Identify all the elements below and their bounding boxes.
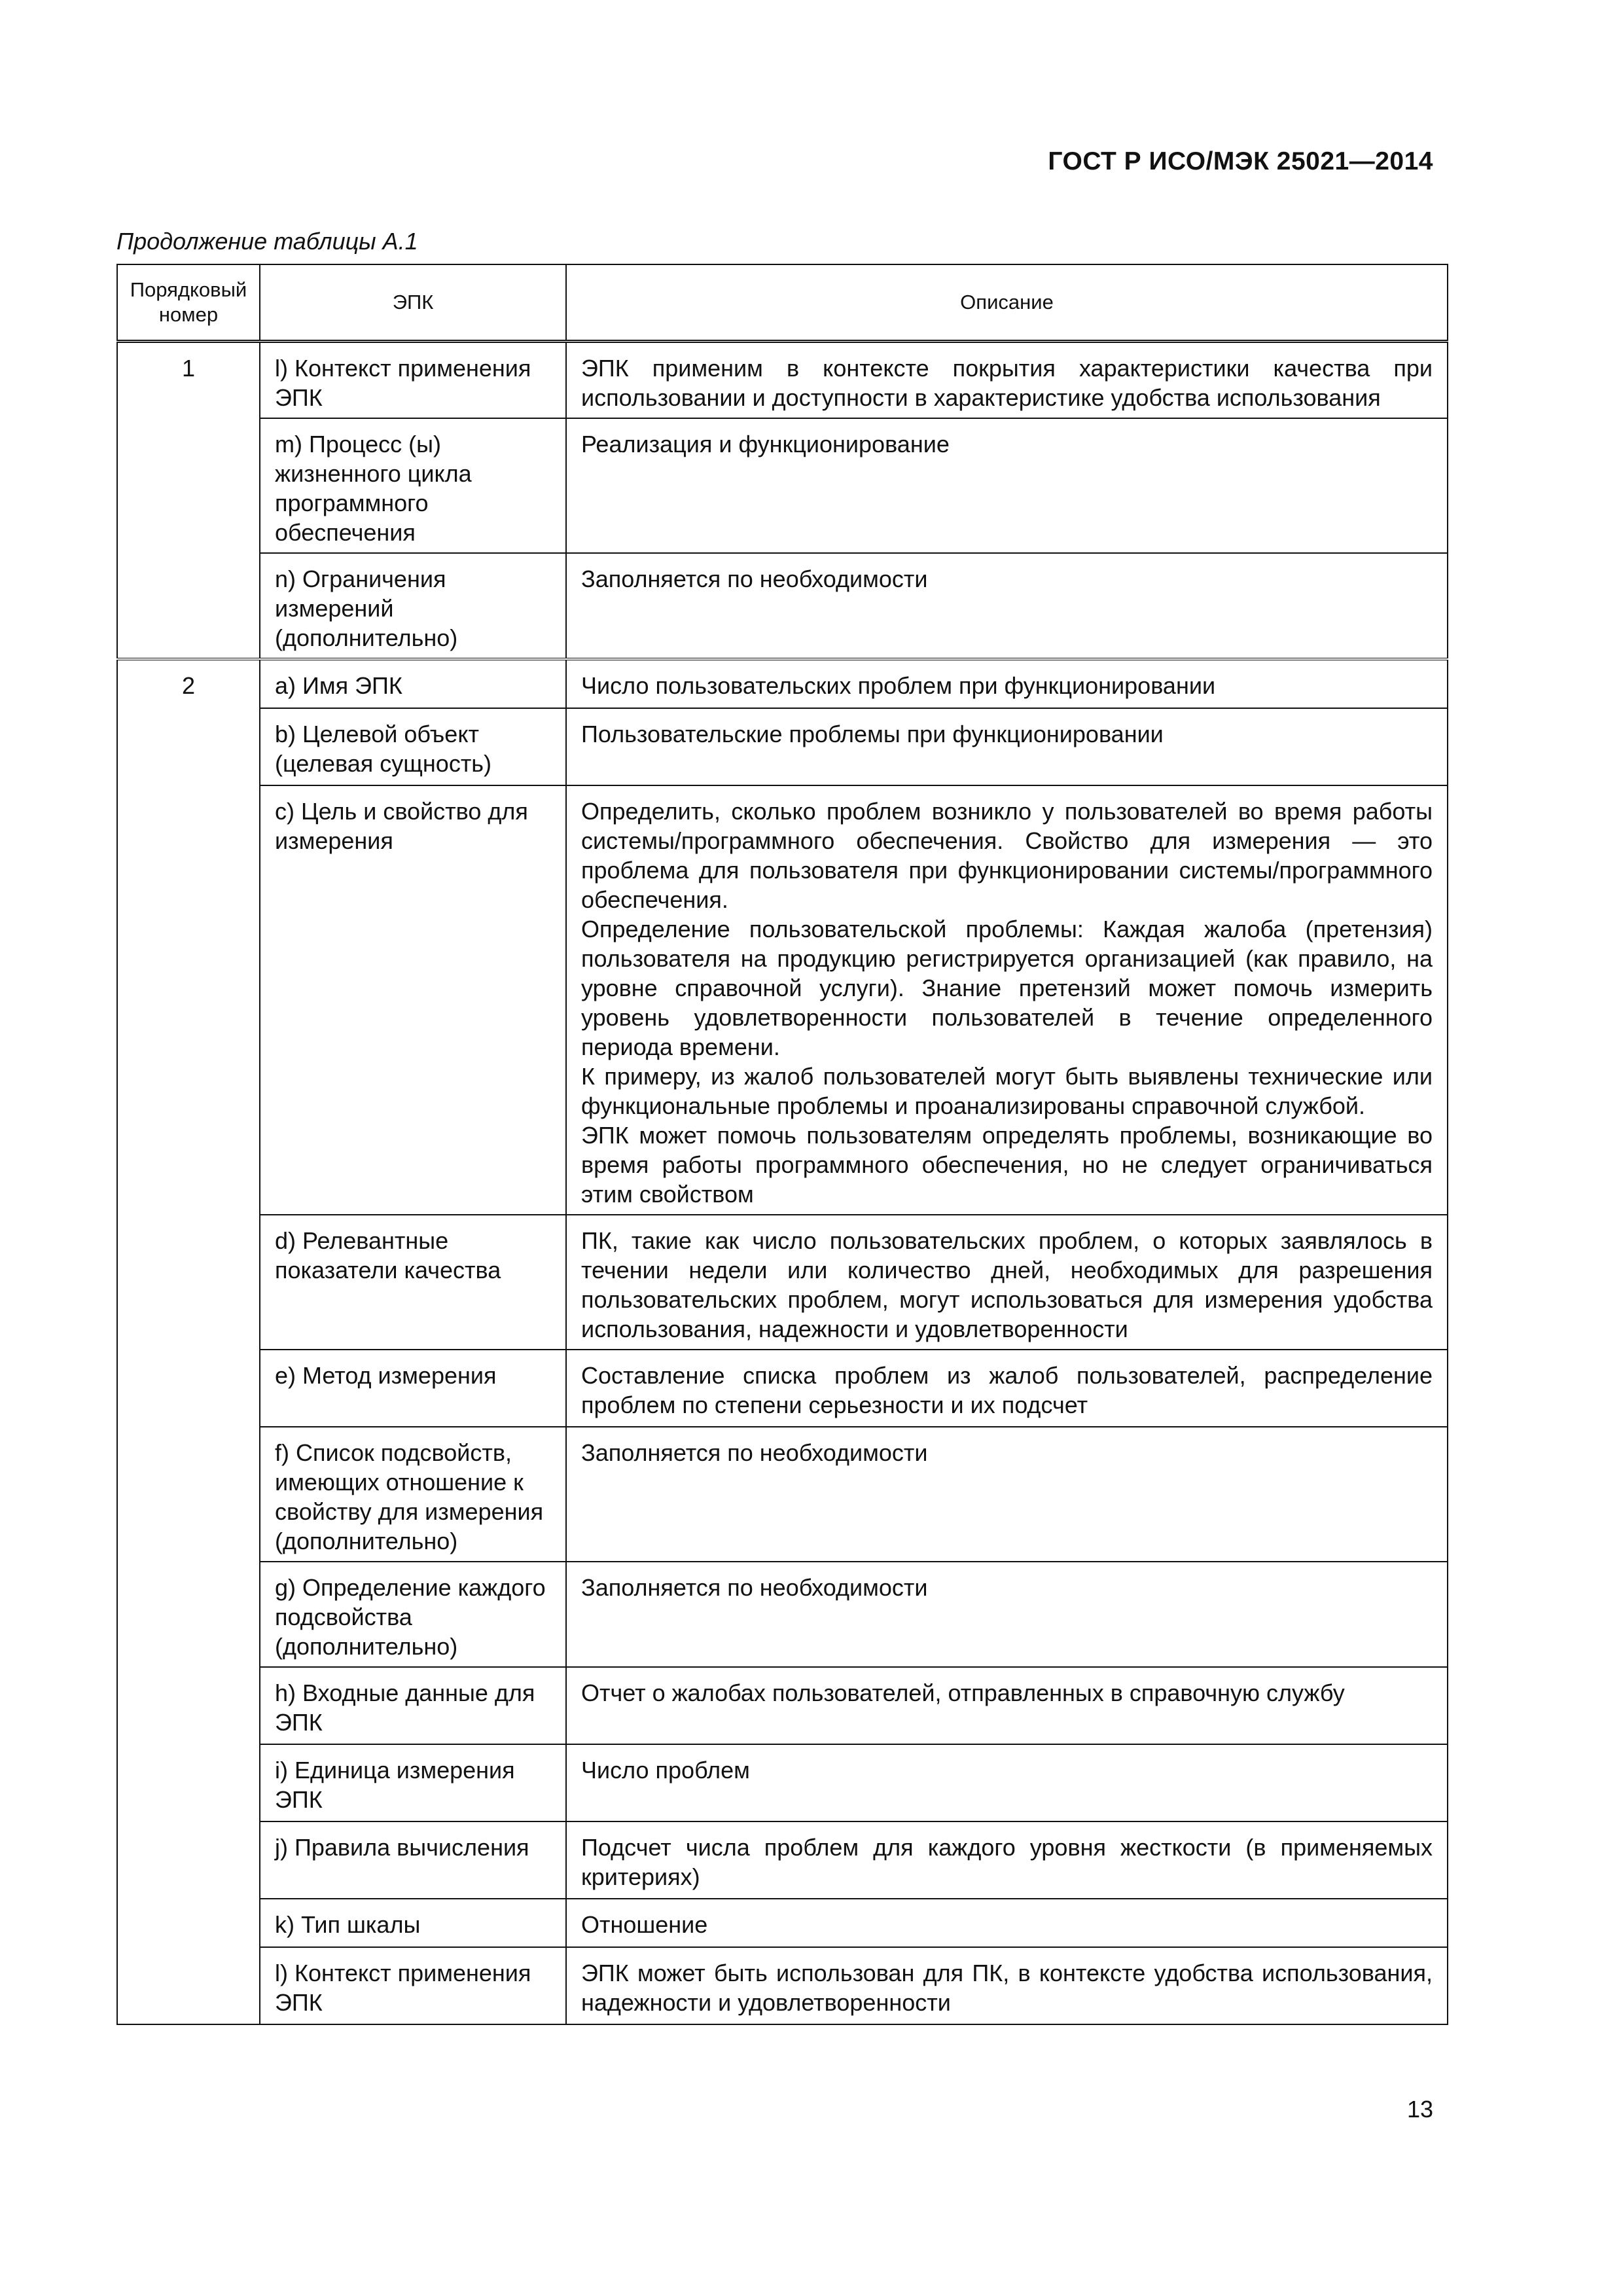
column-header-epk: ЭПК xyxy=(260,264,566,342)
description-line: Число проблем xyxy=(581,1757,750,1784)
description-line: Число пользовательских проблем при функционировании xyxy=(581,672,1216,699)
epk-cell: i) Единица измерения ЭПК xyxy=(260,1744,566,1821)
description-line: ПК, такие как число пользовательских проблем, о которых заявлялось в течении недели или количество дней, необходимых для разрешения пользовательских проблем, могут использоваться для измерения удобства использования, надежности и удовлетворенности xyxy=(581,1227,1433,1342)
table-row xyxy=(117,1667,1448,1744)
epk-cell: c) Цель и свойство для измерения xyxy=(260,785,566,1215)
row-number-cell: 1 xyxy=(117,342,260,660)
description-cell xyxy=(566,1899,1448,1947)
table-row xyxy=(117,1821,1448,1899)
table-row xyxy=(117,418,1448,553)
epk-cell: d) Релевантные показатели качества xyxy=(260,1215,566,1350)
description-line: Подсчет числа проблем для каждого уровня жесткости (в применяемых критериях) xyxy=(581,1834,1433,1890)
table-row xyxy=(117,1350,1448,1427)
table-row xyxy=(117,708,1448,785)
table-row xyxy=(117,1947,1448,2024)
table-row xyxy=(117,553,1448,659)
table-row xyxy=(117,1899,1448,1947)
epk-cell: g) Определение каждого подсвойства (дополнительно) xyxy=(260,1562,566,1667)
description-line: Реализация и функционирование xyxy=(581,431,950,457)
epk-cell: k) Тип шкалы xyxy=(260,1899,566,1947)
description-cell xyxy=(566,418,1448,553)
epk-cell: j) Правила вычисления xyxy=(260,1821,566,1899)
description-cell xyxy=(566,1667,1448,1744)
epk-cell: b) Целевой объект (целевая сущность) xyxy=(260,708,566,785)
standard-header: ГОСТ Р ИСО/МЭК 25021—2014 xyxy=(1048,147,1433,175)
table-row xyxy=(117,1215,1448,1350)
description-line: Заполняется по необходимости xyxy=(581,1439,928,1466)
column-header-number: Порядковый номер xyxy=(117,264,260,342)
description-line: ЭПК может быть использован для ПК, в контексте удобства использования, надежности и удовлетворенности xyxy=(581,1960,1433,2016)
description-line: К примеру, из жалоб пользователей могут быть выявлены технические или функциональные проблемы и проанализированы справочной службой. xyxy=(581,1063,1433,1119)
table-row xyxy=(117,1562,1448,1667)
table-header-row xyxy=(117,264,1448,342)
description-cell xyxy=(566,1427,1448,1562)
description-line: Заполняется по необходимости xyxy=(581,1574,928,1601)
epk-cell: h) Входные данные для ЭПК xyxy=(260,1667,566,1744)
description-cell xyxy=(566,1350,1448,1427)
description-cell xyxy=(566,1562,1448,1667)
description-cell xyxy=(566,708,1448,785)
table-caption: Продолжение таблицы А.1 xyxy=(116,228,418,255)
description-cell xyxy=(566,1947,1448,2024)
epk-cell: l) Контекст применения ЭПК xyxy=(260,342,566,419)
epk-cell: l) Контекст применения ЭПК xyxy=(260,1947,566,2024)
row-number-cell: 2 xyxy=(117,659,260,2024)
table-row xyxy=(117,785,1448,1215)
table-row xyxy=(117,1427,1448,1562)
table-row xyxy=(117,659,1448,708)
epk-cell: m) Процесс (ы) жизненного цикла программного обеспечения xyxy=(260,418,566,553)
description-line: ЭПК может помочь пользователям определять проблемы, возникающие во время работы программного обеспечения, но не следует ограничиваться этим свойством xyxy=(581,1122,1433,1208)
column-header-description: Описание xyxy=(566,264,1448,342)
description-cell xyxy=(566,342,1448,419)
description-cell xyxy=(566,1744,1448,1821)
table-row xyxy=(117,1744,1448,1821)
epk-cell: a) Имя ЭПК xyxy=(260,659,566,708)
description-cell xyxy=(566,1215,1448,1350)
epk-cell: f) Список подсвойств, имеющих отношение к свойству для измерения (дополнительно) xyxy=(260,1427,566,1562)
description-cell xyxy=(566,553,1448,659)
description-cell xyxy=(566,785,1448,1215)
description-cell xyxy=(566,659,1448,708)
table-row xyxy=(117,342,1448,419)
description-line: Определение пользовательской проблемы: Каждая жалоба (претензия) пользователя на продукцию регистрируется организацией (как правило, на уровне справочной услуги). Знание претензий может помочь измерить уровень удовлетворенности пользователей в течение определенного периода времени. xyxy=(581,916,1433,1060)
description-cell xyxy=(566,1821,1448,1899)
epk-cell: n) Ограничения измерений (дополнительно) xyxy=(260,553,566,659)
description-line: Отчет о жалобах пользователей, отправленных в справочную службу xyxy=(581,1679,1345,1706)
description-line: Заполняется по необходимости xyxy=(581,565,928,592)
description-line: ЭПК применим в контексте покрытия характеристики качества при использовании и доступности в характеристике удобства использования xyxy=(581,355,1433,411)
description-line: Пользовательские проблемы при функционировании xyxy=(581,721,1164,747)
epk-cell: e) Метод измерения xyxy=(260,1350,566,1427)
page-number: 13 xyxy=(1406,2096,1433,2123)
description-line: Составление списка проблем из жалоб пользователей, распределение проблем по степени серьезности и их подсчет xyxy=(581,1362,1433,1418)
characteristics-table xyxy=(116,264,1448,2025)
description-line: Отношение xyxy=(581,1911,708,1938)
description-line: Определить, сколько проблем возникло у пользователей во время работы системы/программного обеспечения. Свойство для измерения — это проблема для пользователя при функционировании системы/программного обеспечения. xyxy=(581,798,1433,913)
